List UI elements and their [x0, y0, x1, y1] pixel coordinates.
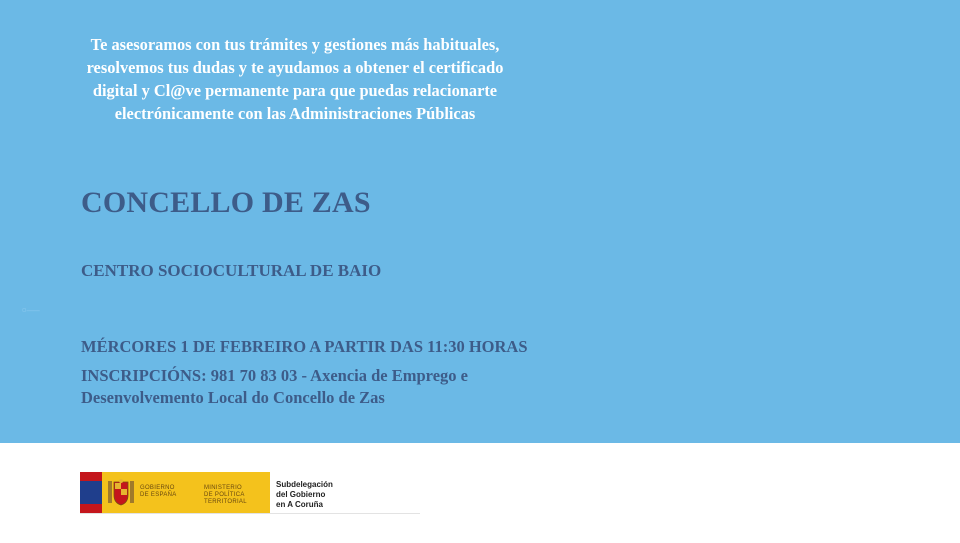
inscriptions-line: INSCRIPCIÓNS: 981 70 83 03 - Axencia de Emprego e	[81, 366, 468, 385]
flag-stripe	[80, 504, 102, 513]
ministerio-label	[204, 485, 270, 506]
intro-line: digital y Cl@ve permanente para que puedas relacionarte	[92, 81, 498, 100]
flag-stripe	[80, 481, 102, 504]
subdelegacion-line: Subdelegación	[276, 480, 333, 489]
coat-of-arms-icon	[106, 478, 136, 508]
subdelegacion-line: del Gobierno	[276, 490, 326, 499]
subdelegacion-line: en A Coruña	[276, 500, 323, 509]
divider	[80, 513, 420, 514]
event-venue: CENTRO SOCIOCULTURAL DE BAIO	[81, 261, 382, 280]
ministerio-line: MINISTERIO	[204, 485, 243, 491]
subdelegacion-label	[276, 480, 333, 510]
intro-line: Te asesoramos con tus trámites y gestiones más habituales,	[90, 35, 500, 54]
ministerio-line: DE POLÍTICA TERRITORIAL	[204, 492, 247, 505]
intro-line: resolvemos tus dudas y te ayudamos a obtener el certificado	[86, 58, 504, 77]
event-date: MÉRCORES 1 DE FEBREIRO A PARTIR DAS 11:30 HORAS	[81, 337, 528, 356]
event-title: CONCELLO DE ZAS	[81, 186, 371, 219]
gobierno-line: DE ESPAÑA	[140, 492, 177, 498]
event-inscriptions	[81, 365, 468, 409]
gobierno-label	[140, 485, 177, 499]
intro-line: electrónicamente con las Administraciones Públicas	[114, 104, 476, 123]
intro-text	[60, 33, 530, 125]
logo-band	[80, 472, 270, 513]
inscriptions-line: Desenvolvemento Local do Concello de Zas	[81, 388, 385, 407]
flag-stripe	[80, 472, 102, 481]
gobierno-line: GOBIERNO	[140, 485, 175, 491]
government-logo	[80, 472, 420, 514]
decorative-mark: ▫—	[22, 302, 40, 317]
